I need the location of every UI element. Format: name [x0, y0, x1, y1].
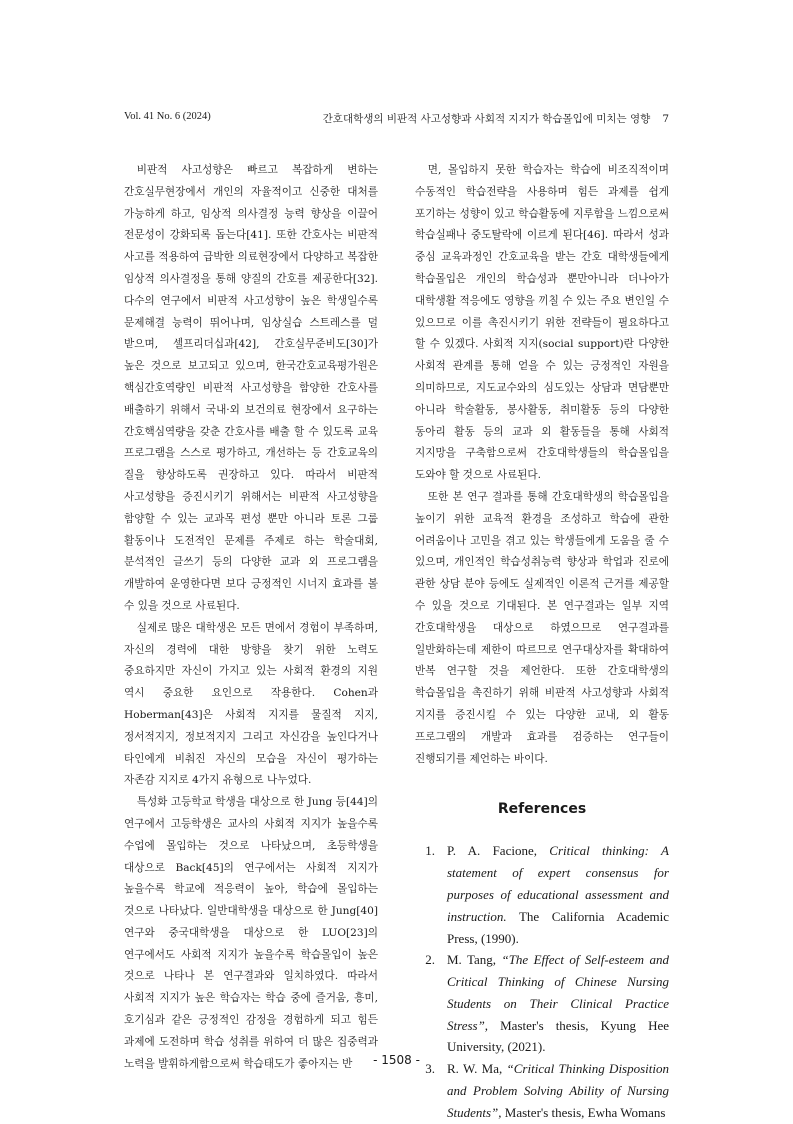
header-page-number: 7 — [662, 113, 669, 125]
reference-item — [415, 949, 669, 1058]
reference-details: The California Academic Press, (1990). — [447, 908, 670, 946]
reference-authors: M. Tang, — [447, 952, 497, 968]
reference-details: Master's thesis, Kyung Hee University, (2021). — [447, 1017, 669, 1055]
reference-title: “Critical Thinking Disposition and Problem Solving Ability of Nursing Students”, — [447, 1061, 670, 1120]
body-paragraph: 특성화 고등학교 학생을 대상으로 한 Jung 등[44]의 연구에서 고등학생은 교사의 사회적 지지가 높을수록 수업에 몰입하는 것으로 나타났으며, 초등학생을 대상으로 Back[45]의 연구에서는 사회적 지지가 높을수록 학교에 적응력이 높아, 학습에 몰입하는 것으로 나타났다. 일반대학생을 대상으로 한 Jung[40]연구와 중국대학생을 대상으로 한 LUO[23]의 연구에서도 사회적 지지가 높을수록 학습몰입이 높은 것으로 나타나 본 연구결과와 일치하였다. 따라서 사회적 지지가 높은 학습자는 학습 중에 즐거움, 흥미, 호기심과 같은 긍정적인 감정을 경험하게 되고 힘든 과제에 도전하며 학습 성취를 위하여 더 많은 집중력과 노력을 발휘하게함으로써 학습태도가 좋아지는 반 — [124, 796, 378, 1070]
reference-item — [415, 1058, 669, 1123]
page-footer-number: - 1508 - — [373, 1053, 420, 1067]
left-column — [124, 160, 378, 1075]
body-paragraph: 또한 본 연구 결과를 통해 간호대학생의 학습몰입을 높이기 위한 교육적 환경을 조성하고 학습에 관한 어려움이나 고민을 겪고 있는 학생들에게 도움을 줄 수 있으며, 개인적인 학습성취능력 향상과 학업과 진로에 관한 상담 분야 등에도 실제적인 이론적 근거를 제공할 수 있을 것으로 기대된다. 본 연구결과는 일부 지역 간호대학생을 대상으로 하였으므로 연구결과를 일반화하는데 제한이 따르므로 연구대상자를 확대하여 반복 연구할 것을 제언한다. 또한 간호대학생의 학습몰입을 촉진하기 위해 비판적 사고성향과 사회적 지지를 증진시킬 수 있는 다양한 교내, 외 활동 프로그램의 개발과 효과를 검증하는 연구들이 진행되기를 제언하는 바이다. — [415, 490, 669, 765]
body-paragraph: 비판적 사고성향은 빠르고 복잡하게 변하는 간호실무현장에서 개인의 자율적이고 신중한 대처를 가능하게 하고, 임상적 의사결정 능력 향상을 이끌어 전문성이 강화되록 돕는다[41]. 또한 간호사는 비판적 사고를 적용하여 급박한 의료현장에서 다양하고 복잡한 임상적 의사결정을 통해 양질의 간호를 제공한다[32]. 다수의 연구에서 비판적 사고성향이 높은 학생일수록 문제해결 능력이 뛰어나며, 임상실습 스트레스를 덜 받으며, 셀프리더십과[42], 간호실무준비도[30]가 높은 것으로 보고되고 있으며, 한국간호교육평가원은 핵심간호역량인 비판적 사고성향을 함양한 간호사를 배출하기 위해서 국내·외 보건의료 현장에서 요구하는 간호핵심역량을 갖춘 간호사를 배출 할 수 있도록 교육 프로그램을 스스로 평가하고, 개선하는 등 간호교육의 질을 향상하도록 권장하고 있다. 따라서 비판적 사고성향을 증진시키기 위해서는 비판적 사고성향을 함양할 수 있는 교과목 편성 뿐만 아니라 토론 그룹 활동이나 도전적인 문제를 주제로 하는 학술대회, 분석적인 글쓰기 등의 다양한 교과 외 프로그램을 개발하여 운영한다면 보다 긍정적인 시너지 효과를 볼 수 있을 것으로 사료된다. — [124, 164, 378, 612]
right-column — [415, 160, 669, 1124]
reference-details: Master's thesis, Ewha Womans — [504, 1104, 666, 1120]
reference-number: 2. — [425, 952, 435, 968]
body-paragraph: 면, 몰입하지 못한 학습자는 학습에 비조직적이며 수동적인 학습전략을 사용하며 힘든 과제를 쉽게 포기하는 성향이 있고 학습활동에 지루함을 느낌으로써 학습실패나 중도탈락에 이르게 된다[46]. 따라서 성과 중심 교육과정인 간호교육을 받는 간호 대학생들에게 학습몰입은 개인의 학습성과 뿐만아니라 더나아가 대학생활 적응에도 영향을 끼칠 수 있는 주요 변인일 수 있으므로 이를 촉진시키기 위한 전략들이 필요하다고 할 수 있겠다. 사회적 지지(social support)란 다양한 사회적 관계를 통해 얻을 수 있는 긍정적인 자원을 의미하므로, 지도교수와의 심도있는 상담과 면담뿐만 아니라 학술활동, 봉사활동, 취미활동 등의 다양한 동아리 활동 등의 교과 외 활동들을 통해 사회적 지지망을 구축함으로써 간호대학생들의 학습몰입을 도와야 할 것으로 사료된다. — [415, 164, 669, 482]
references-heading: References — [497, 801, 587, 818]
reference-title: Critical thinking: A statement of expert consensus for purposes of educational assessment and instruction. — [447, 843, 669, 924]
reference-list — [415, 840, 669, 1123]
journal-volume-info: Vol. 41 No. 6 (2024) — [124, 111, 211, 122]
reference-title: “The Effect of Self-esteem and Critical Thinking of Chinese Nursing Students on Their Clinical Practice Stress”, — [447, 952, 669, 1033]
reference-authors: P. A. Facione, — [447, 843, 537, 859]
body-paragraph: 실제로 많은 대학생은 모든 면에서 경험이 부족하며, 자신의 경력에 대한 방향을 찾기 위한 노력도 중요하지만 자신이 가지고 있는 사회적 환경의 지원 역시 중요한 요인으로 작용한다. Cohen과 Hoberman[43]은 사회적 지지를 물질적 지지, 정서적지지, 정보적지지 그리고 자신감을 높인다거나 타인에게 비춰진 자신의 모습을 자신이 평가하는 자존감 지지로 4가지 유형으로 나누었다. — [124, 621, 378, 787]
reference-item — [415, 840, 669, 949]
reference-authors: R. W. Ma, — [447, 1061, 503, 1077]
running-header — [323, 111, 669, 126]
running-title: 간호대학생의 비판적 사고성향과 사회적 지지가 학습몰입에 미치는 영향 — [322, 113, 651, 125]
reference-number: 3. — [425, 1061, 435, 1077]
reference-number: 1. — [425, 843, 435, 859]
